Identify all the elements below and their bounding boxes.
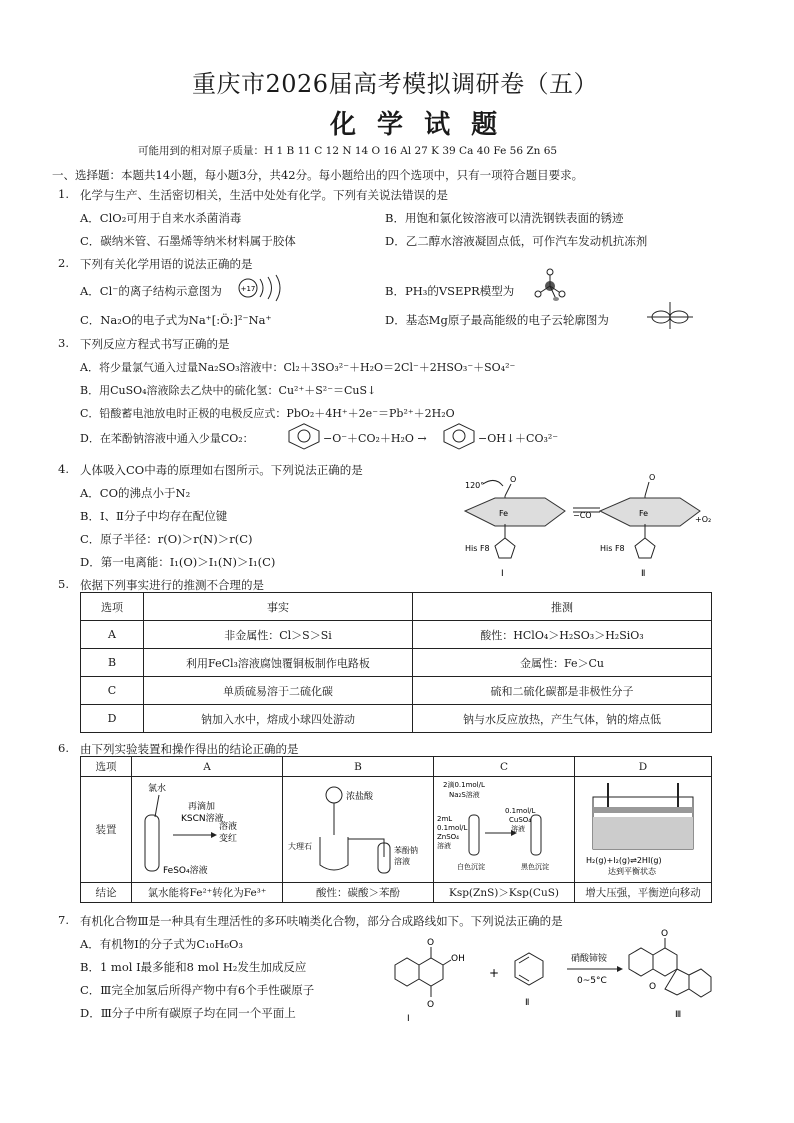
q6-table [80,756,712,903]
q6-stem: 由下列实验装置和操作得出的结论正确的是 [80,742,299,756]
q5-number: 5. [58,577,69,591]
q3-number: 3. [58,336,69,350]
q7-number: 7. [58,913,69,927]
q7-option-d: D．Ⅲ分子中所有碳原子均在同一个平面上 [80,1006,296,1020]
device-c [434,777,575,883]
svg-text:0~5°C: 0~5°C [577,976,607,986]
table-row: C 单质硫易溶于二硫化碳 硫和二硫化碳都是非极性分子 [81,677,712,705]
conclusion-label: 结论 [81,883,132,903]
svg-text:大理石: 大理石 [288,842,312,851]
q3-option-c: C．铅酸蓄电池放电时正极的电极反应式：PbO₂＋4H⁺＋2e⁻＝Pb²⁺＋2H₂O [80,407,455,420]
porphyrin-plane-right [600,498,700,526]
q2-option-c: C．Na₂O的电子式为Na⁺[:Ö:]²⁻Na⁺ [80,313,272,327]
gas-region [593,817,693,849]
q4-option-d: D．第一电离能：I₁(O)＞I₁(N)＞I₁(C) [80,555,276,569]
svg-text:白色沉淀: 白色沉淀 [457,863,485,871]
header-cell: 事实 [144,593,413,621]
q4-number: 4. [58,462,69,476]
q4-option-b: B．Ⅰ、Ⅱ分子中均存在配位键 [80,509,228,523]
q1-number: 1. [58,187,69,201]
shell-arc-1 [260,279,263,297]
angle-label: 120° [465,481,485,490]
svg-text:苯酚钠: 苯酚钠 [394,846,418,855]
svg-text:浓盐酸: 浓盐酸 [346,792,374,802]
dropping-funnel [326,787,342,803]
q7-stem: 有机化合物Ⅲ是一种具有生理活性的多环呋喃类化合物，部分合成路线如下。下列说法正确的是 [80,914,563,928]
q2-option-d: D．基态Mg原子最高能级的电子云轮廓图为 [385,313,609,327]
his-label-right: His F8 [600,544,625,553]
svg-text:2mL: 2mL [437,815,453,823]
vsepr-model-icon [530,268,570,302]
q1-stem: 化学与生产、生活密切相关，生活中处处有化学。下列有关说法错误的是 [80,188,448,202]
svg-text:O: O [661,929,669,939]
his-label-left: His F8 [465,544,490,553]
fe-label-right: Fe [639,509,649,518]
svg-text:Ⅰ: Ⅰ [407,1014,410,1024]
exam-title: 重庆市2026届高考模拟调研卷（五） [192,70,599,98]
svg-text:2滴0.1mol/L: 2滴0.1mol/L [443,781,485,789]
device-d [575,777,712,883]
svg-text:O: O [649,473,656,482]
q1-option-d: D．乙二醇水溶液凝固点低，可作汽车发动机抗冻剂 [385,234,648,248]
q7-option-a: A．有机物Ⅰ的分子式为C₁₀H₆O₃ [80,937,244,951]
p-orbital-icon [645,300,695,330]
q2-number: 2. [58,256,69,270]
svg-text:变红: 变红 [219,834,238,844]
svg-text:OH: OH [451,954,465,964]
q4-option-a: A．CO的沸点小于N₂ [80,486,191,500]
q6-number: 6. [58,741,69,755]
svg-text:再滴加: 再滴加 [188,802,216,812]
svg-text:O: O [427,1000,435,1010]
device-b [283,777,434,883]
svg-text:硝酸铈铵: 硝酸铈铵 [571,954,608,964]
table-row: B 利用FeCl₃溶液腐蚀覆铜板制作电路板 金属性：Fe＞Cu [81,649,712,677]
label-II: Ⅱ [641,569,646,579]
svg-text:O: O [649,982,657,992]
svg-text:溶液: 溶液 [511,825,525,833]
q1-option-b: B．用饱和氯化铵溶液可以清洗钢铁表面的锈迹 [385,211,624,225]
svg-text:Ⅲ: Ⅲ [675,1010,682,1020]
shell-arc-3 [276,275,280,301]
svg-text:O: O [510,475,517,484]
fe-label-left: Fe [499,509,509,518]
q1-option-c: C．碳纳米管、石墨烯等纳米材料属于胶体 [80,234,296,248]
table-header-row: 选项 A B C D [81,757,712,777]
device-a [132,777,283,883]
apparatus-d [578,777,708,879]
synthesis-route-figure [385,925,715,1025]
q5-table [80,592,712,733]
q3-option-d-post: −OH↓＋CO₃²⁻ [478,432,559,445]
ion-structure-diagram [236,273,288,303]
compound-III [629,929,711,1020]
svg-text:溶液: 溶液 [219,822,238,832]
flask [320,837,348,870]
benzene-ring-icon [440,422,478,450]
svg-text:溶液: 溶液 [437,842,451,850]
header-cell: 选项 [81,593,144,621]
subject-title: 化 学 试 题 [330,110,504,140]
svg-text:O: O [427,938,435,948]
table-row: A 非金属性：Cl＞S＞Si 酸性：HClO₄＞H₂SO₃＞H₂SiO₃ [81,621,712,649]
table-header-row [81,593,712,621]
device-label: 装置 [81,777,132,883]
device-row [81,777,712,883]
compound-II [515,953,543,1008]
apparatus-a [133,777,281,879]
benzene-ring-icon [285,422,323,450]
q4-option-c: C．原子半径：r(O)＞r(N)＞r(C) [80,532,253,546]
svg-text:KSCN溶液: KSCN溶液 [181,814,224,824]
q2-option-a: A．Cl⁻的离子结构示意图为 [80,284,222,298]
shell-arc-2 [268,277,272,299]
svg-text:氯水: 氯水 [148,784,167,794]
conclusion-row: 结论 氯水能将Fe²⁺转化为Fe³⁺ 酸性：碳酸＞苯酚 Ksp(ZnS)＞Ksp(CuS) 增大压强，平衡逆向移动 [81,883,712,903]
minus-co-label: −CO [573,511,592,520]
svg-text:0.1mol/L: 0.1mol/L [505,807,536,815]
q3-option-a: A．将少量氯气通入过量Na₂SO₃溶液中：Cl₂＋3SO₃²⁻＋H₂O＝2Cl⁻＋2HSO₃⁻＋SO₄²⁻ [80,361,516,374]
plus-sign: + [489,966,500,980]
q4-stem: 人体吸入CO中毒的原理如右图所示。下列说法正确的是 [80,463,363,477]
nucleus-charge: +17 [240,285,256,293]
svg-text:Na₂S溶液: Na₂S溶液 [449,791,480,799]
atomic-masses: 可能用到的相对原子质量：H 1 B 11 C 12 N 14 O 16 Al 27 K 39 Ca 40 Fe 56 Zn 65 [138,145,558,157]
q2-option-b: B．PH₃的VSEPR模型为 [385,284,515,298]
q3-stem: 下列反应方程式书写正确的是 [80,337,230,351]
q3-option-b: B．用CuSO₄溶液除去乙炔中的硫化氢：Cu²⁺＋S²⁻＝CuS↓ [80,384,377,397]
svg-text:CuSO₄: CuSO₄ [509,816,532,824]
porphyrin-plane-left [465,498,565,526]
test-tube [145,815,159,871]
section-heading: 一、选择题：本题共14小题，每小题3分，共42分。每小题给出的四个选项中，只有一项符合题目要求。 [52,168,584,182]
heme-co-figure [455,466,720,584]
q2-stem: 下列有关化学用语的说法正确的是 [80,257,253,271]
svg-text:黑色沉淀: 黑色沉淀 [521,863,549,871]
svg-text:达到平衡状态: 达到平衡状态 [608,867,656,876]
svg-text:0.1mol/L: 0.1mol/L [437,824,468,832]
plus-o2-label: +O₂ [695,515,712,524]
q3-option-d: D．在苯酚钠溶液中通入少量CO₂： [80,432,254,445]
svg-text:H₂(g)+I₂(g)⇌2HI(g): H₂(g)+I₂(g)⇌2HI(g) [586,856,662,865]
svg-text:FeSO₄溶液: FeSO₄溶液 [163,866,208,876]
apparatus-b [284,777,432,879]
label-I: Ⅰ [501,569,504,579]
apparatus-c [435,777,573,879]
q7-option-c: C．Ⅲ完全加氢后所得产物中有6个手性碳原子 [80,983,315,997]
q3-option-d-mid: −O⁻＋CO₂＋H₂O → [323,432,427,445]
svg-text:ZnSO₄: ZnSO₄ [437,833,459,841]
q7-option-b: B．1 mol Ⅰ最多能和8 mol H₂发生加成反应 [80,960,307,974]
compound-I [395,938,465,1024]
q5-stem: 依据下列事实进行的推测不合理的是 [80,578,264,592]
header-cell: 推测 [413,593,712,621]
q1-option-a: A．ClO₂可用于自来水杀菌消毒 [80,211,242,225]
table-row: D 钠加入水中，熔成小球四处游动 钠与水反应放热，产生气体，钠的熔点低 [81,705,712,733]
svg-text:Ⅱ: Ⅱ [525,998,530,1008]
svg-text:溶液: 溶液 [394,857,410,866]
